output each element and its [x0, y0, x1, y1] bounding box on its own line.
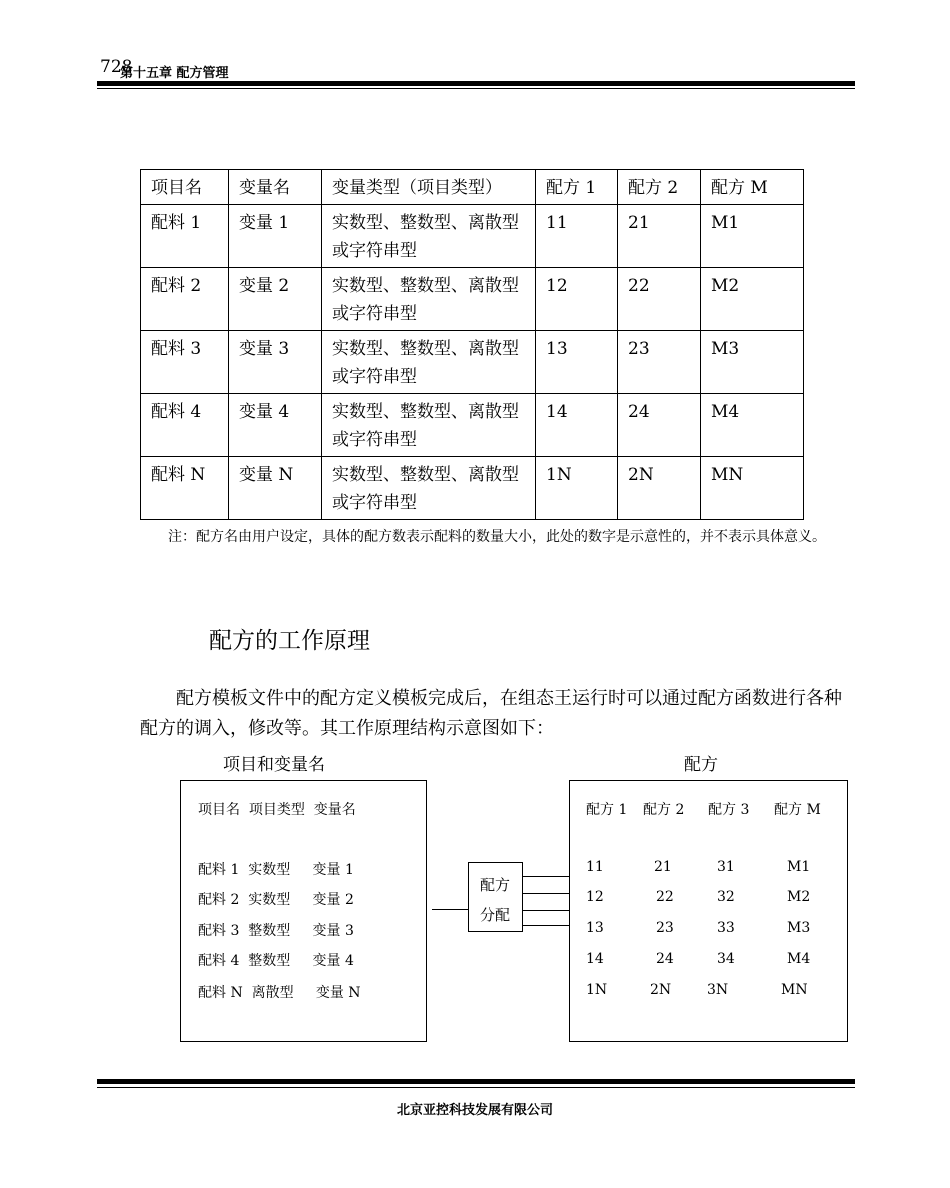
connector-line — [522, 893, 569, 894]
table-row — [141, 268, 804, 331]
left-box-row: 配料 1 实数型 变量 1 — [198, 862, 354, 878]
table-cell: 14 — [536, 394, 618, 457]
table-cell: M2 — [701, 268, 804, 331]
header-rule-thin — [97, 88, 855, 89]
table-cell: 23 — [618, 331, 701, 394]
connector-line — [432, 909, 468, 910]
right-cell: 32 — [717, 889, 735, 905]
table-cell: 变量 4 — [229, 394, 322, 457]
page-number: 728 — [100, 57, 133, 77]
table-cell: 配料 3 — [141, 331, 229, 394]
table-cell: 变量 3 — [229, 331, 322, 394]
type-text: 实数型、整数型、离散型或字符串型 — [332, 339, 519, 387]
table-cell: M4 — [701, 394, 804, 457]
right-cell: 1N — [586, 982, 608, 998]
right-cell: 33 — [717, 920, 735, 936]
left-diagram-title: 项目和变量名 — [223, 755, 325, 775]
table-cell — [322, 457, 536, 520]
table-header-cell: 配方 1 — [536, 170, 618, 205]
table-cell: 22 — [618, 268, 701, 331]
body-paragraph: 配方模板文件中的配方定义模板完成后，在组态王运行时可以通过配方函数进行各种配方的调入，修改等。其工作原理结构示意图如下： — [140, 688, 842, 739]
connector-line — [522, 910, 569, 911]
right-cell: 34 — [717, 951, 735, 967]
right-cell: 12 — [586, 889, 604, 905]
table-cell: 2N — [618, 457, 701, 520]
table-header-cell: 配方 M — [701, 170, 804, 205]
table-cell: MN — [701, 457, 804, 520]
right-header-cell: 配方 1 — [586, 802, 628, 818]
type-text: 实数型、整数型、离散型或字符串型 — [332, 465, 519, 513]
right-cell: 21 — [654, 859, 672, 875]
type-text: 实数型、整数型、离散型或字符串型 — [332, 276, 519, 324]
table-cell — [322, 331, 536, 394]
table-cell — [322, 394, 536, 457]
table-row — [141, 457, 804, 520]
center-box-label: 分配 — [480, 906, 511, 924]
table-cell: 21 — [618, 205, 701, 268]
header-rule-thick — [97, 81, 855, 86]
right-cell: M4 — [787, 951, 811, 967]
right-cell: 14 — [586, 951, 604, 967]
table-cell: 变量 N — [229, 457, 322, 520]
type-text: 实数型、整数型、离散型或字符串型 — [332, 213, 519, 261]
footer-company: 北京亚控科技发展有限公司 — [396, 1103, 553, 1118]
table-cell: 13 — [536, 331, 618, 394]
right-cell: 11 — [586, 859, 604, 875]
right-cell: 24 — [656, 951, 674, 967]
table-cell: 24 — [618, 394, 701, 457]
right-header-cell: 配方 2 — [643, 802, 685, 818]
table-header-row — [141, 170, 804, 205]
right-cell: 2N — [650, 982, 672, 998]
right-diagram-title: 配方 — [684, 755, 718, 775]
recipe-table — [140, 169, 804, 520]
table-cell: 12 — [536, 268, 618, 331]
left-box-row: 配料 4 整数型 变量 4 — [198, 953, 354, 969]
table-cell: 11 — [536, 205, 618, 268]
left-box-row: 配料 2 实数型 变量 2 — [198, 892, 354, 908]
table-cell: M3 — [701, 331, 804, 394]
table-header-cell: 项目名 — [141, 170, 229, 205]
table-cell — [322, 268, 536, 331]
right-cell: 22 — [656, 889, 674, 905]
table-cell — [322, 205, 536, 268]
left-box-row: 配料 N 离散型 变量 N — [198, 985, 361, 1001]
left-box-header: 项目名 项目类型 变量名 — [198, 802, 356, 818]
table-cell: 变量 1 — [229, 205, 322, 268]
type-text: 实数型、整数型、离散型或字符串型 — [332, 402, 519, 450]
section-title: 配方的工作原理 — [209, 628, 370, 654]
table-cell: 配料 4 — [141, 394, 229, 457]
table-cell: 配料 2 — [141, 268, 229, 331]
right-cell: M1 — [787, 859, 811, 875]
table-header-cell: 变量类型（项目类型） — [322, 170, 536, 205]
table-header-cell: 配方 2 — [618, 170, 701, 205]
center-box-label: 配方 — [480, 876, 511, 894]
right-cell: 23 — [656, 920, 674, 936]
left-diagram-box — [180, 780, 427, 1042]
footer-rule-thick — [97, 1079, 855, 1084]
table-row — [141, 331, 804, 394]
right-cell: 13 — [586, 920, 604, 936]
right-cell: M3 — [787, 920, 811, 936]
table-note: 注：配方名由用户设定，具体的配方数表示配料的数量大小，此处的数字是示意性的，并不表示具体意义。 — [168, 529, 826, 545]
right-cell: MN — [781, 982, 808, 998]
right-header-cell: 配方 M — [774, 802, 821, 818]
right-cell: 31 — [717, 859, 735, 875]
table-cell: M1 — [701, 205, 804, 268]
right-header-cell: 配方 3 — [708, 802, 750, 818]
table-cell: 配料 N — [141, 457, 229, 520]
table-row — [141, 394, 804, 457]
left-box-row: 配料 3 整数型 变量 3 — [198, 923, 354, 939]
table-header-cell: 变量名 — [229, 170, 322, 205]
table-cell: 配料 1 — [141, 205, 229, 268]
table-row — [141, 205, 804, 268]
connector-line — [522, 876, 569, 877]
connector-line — [522, 925, 569, 926]
right-cell: M2 — [787, 889, 811, 905]
right-cell: 3N — [707, 982, 729, 998]
chapter-title: 第十五章 配方管理 — [120, 66, 229, 81]
table-cell: 1N — [536, 457, 618, 520]
footer-rule-thin — [97, 1087, 855, 1088]
table-cell: 变量 2 — [229, 268, 322, 331]
right-diagram-box — [569, 780, 848, 1042]
